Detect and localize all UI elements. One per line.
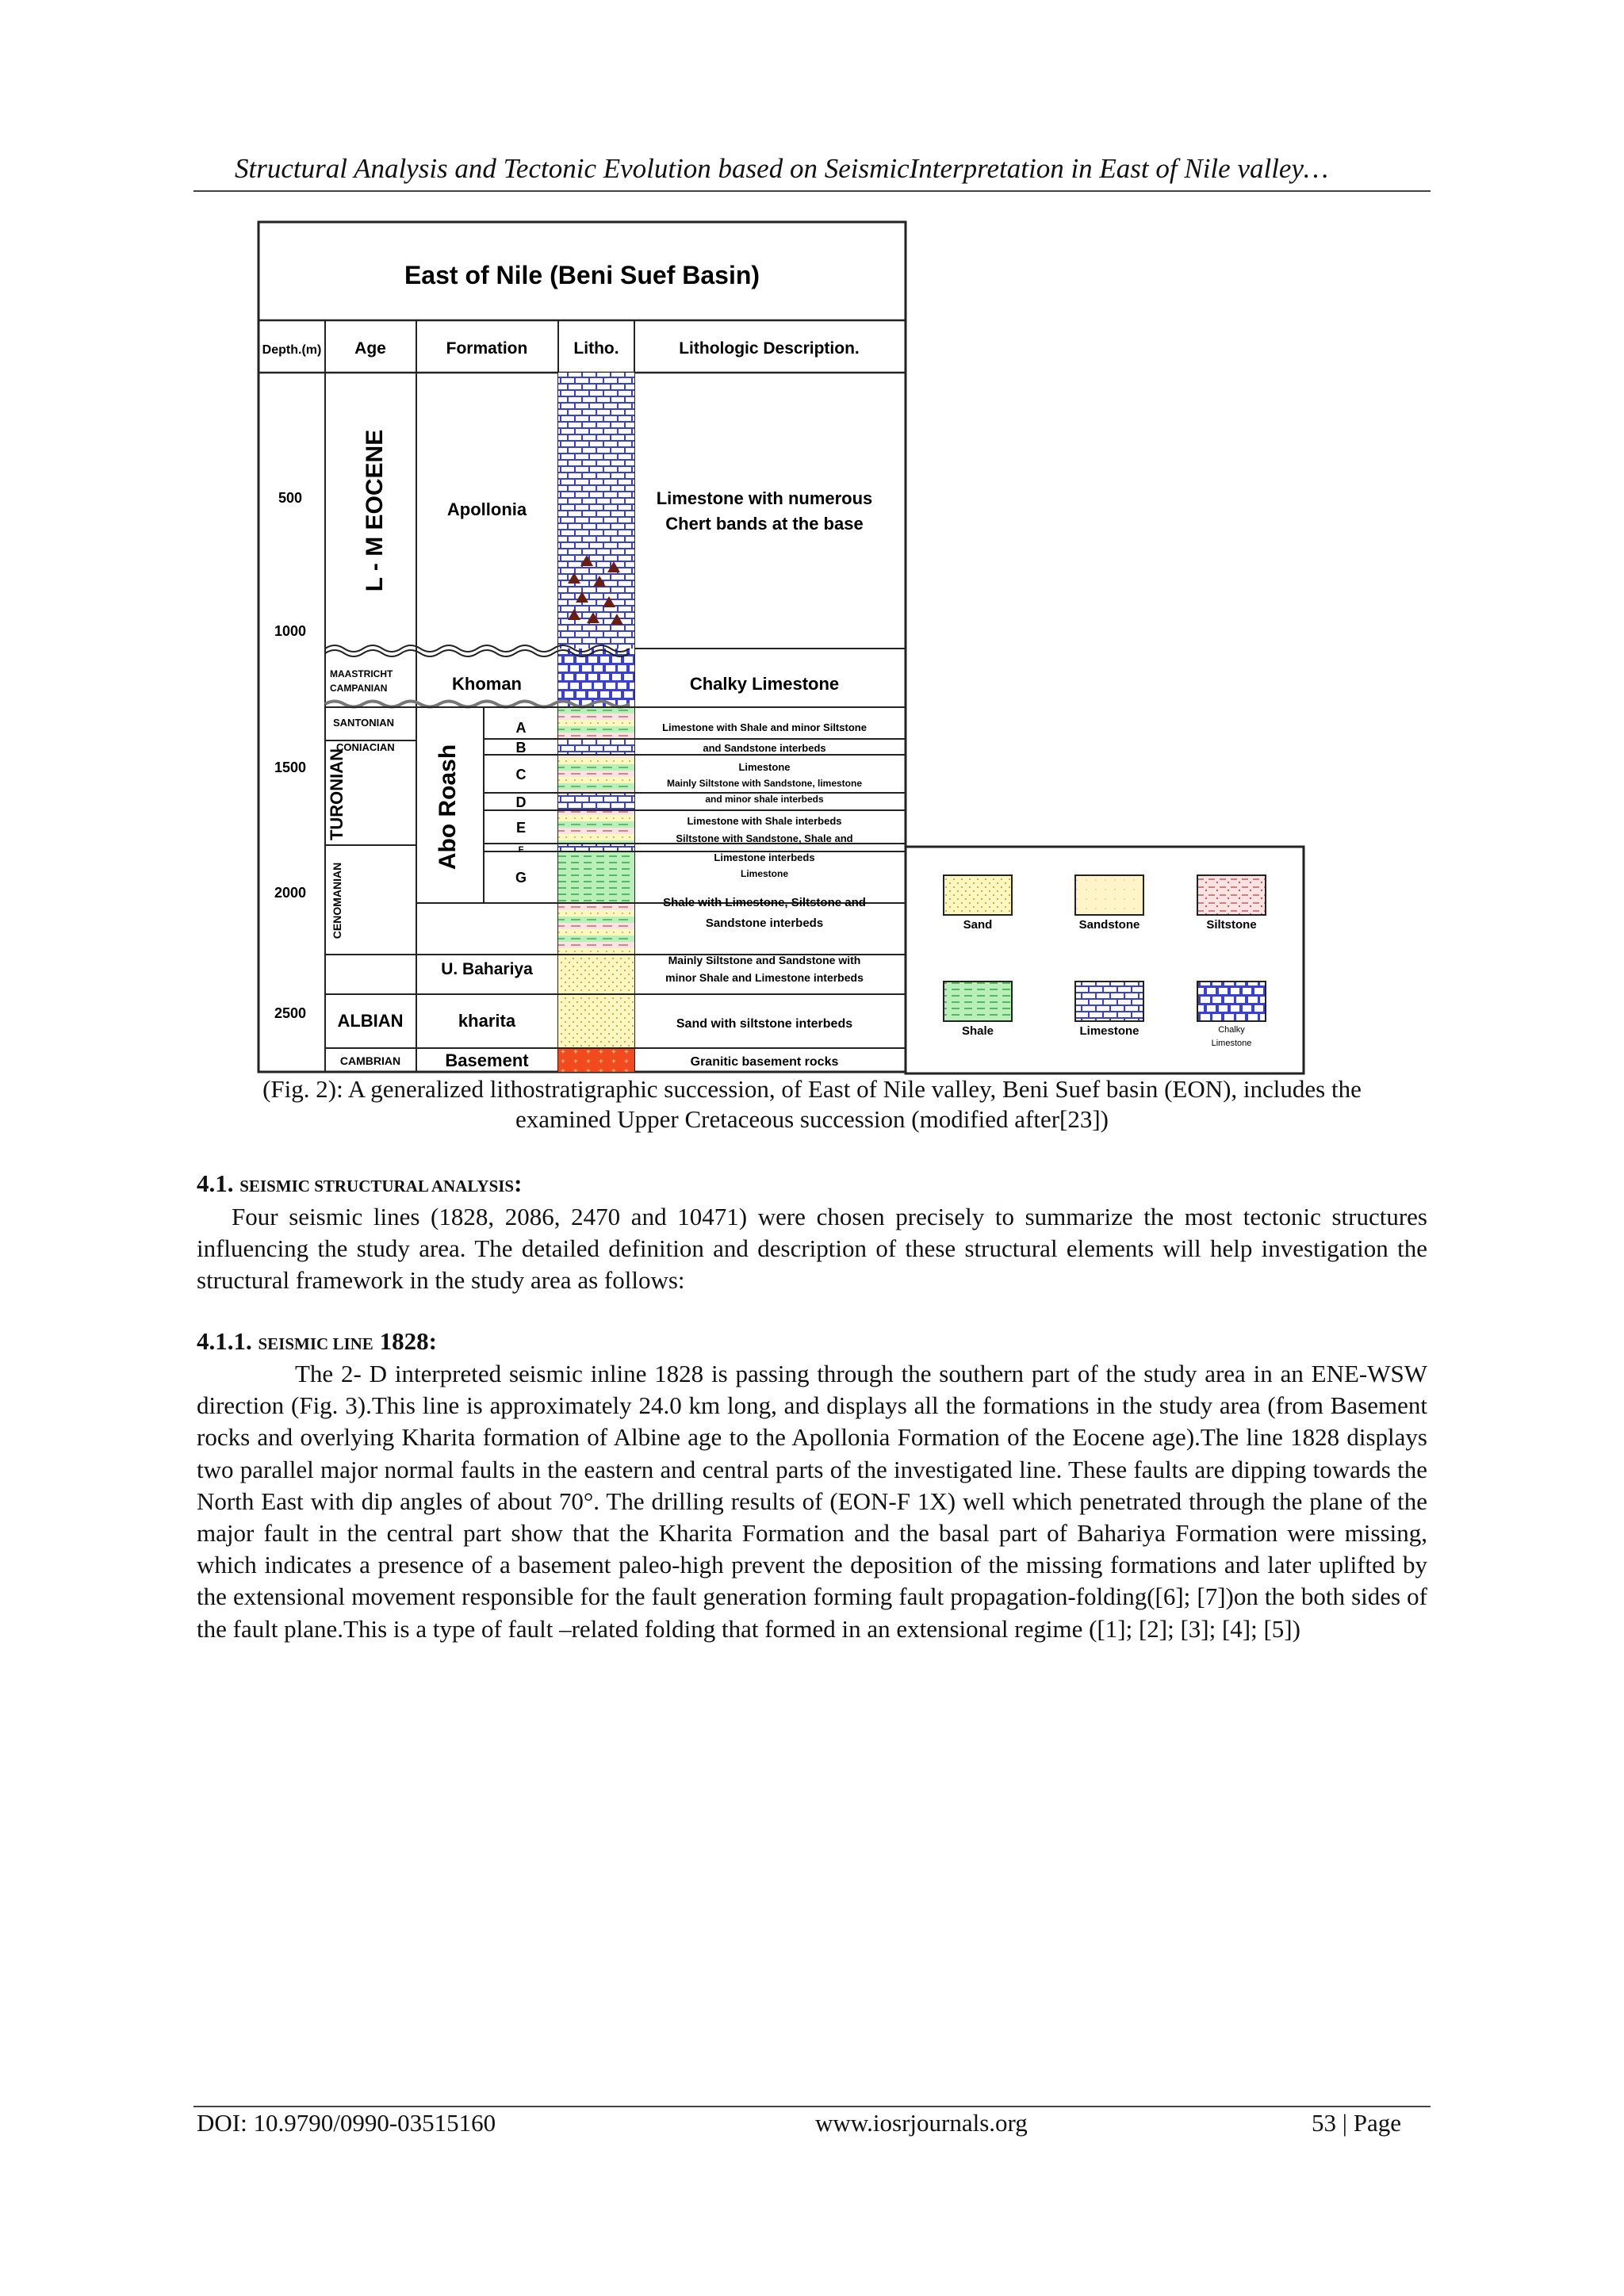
member-e: E (515, 820, 527, 836)
age-cenomanian: CENOMANIAN (331, 862, 343, 939)
depth-tick: 2500 (274, 1005, 307, 1021)
desc-bahariya: Mainly Siltstone and Sandstone with (668, 954, 861, 966)
legend-swatch-sand (944, 875, 1012, 915)
section-number: 4.1.1. (197, 1327, 252, 1355)
section-heading-4-1-1 (197, 1327, 437, 1356)
col-description: Lithologic Description. (679, 339, 860, 358)
desc-member-d: Limestone with Shale interbeds (687, 815, 842, 827)
legend (906, 847, 1304, 1073)
col-depth: Depth.(m) (262, 343, 322, 357)
litho-kharita (558, 955, 634, 994)
section-number: 4.1. (197, 1169, 234, 1197)
desc-khoman: Chalky Limestone (689, 674, 840, 694)
desc-apollonia: Limestone with numerous (656, 488, 873, 508)
member-f: F (518, 845, 524, 855)
formation-basement: Basement (445, 1050, 529, 1070)
formation-khoman: Khoman (452, 674, 522, 694)
section-heading-4-1 (197, 1169, 522, 1198)
formation-kharita: kharita (458, 1011, 516, 1031)
desc-member-g: Shale with Limestone, Siltstone and (663, 896, 866, 909)
header-rule (193, 190, 1431, 192)
member-a: A (515, 720, 527, 736)
age-turonian: TURONIAN (327, 748, 347, 841)
age-campanian: CAMPANIAN (330, 683, 388, 694)
section-4-1-paragraph: Four seismic lines (1828, 2086, 2470 and 10471) were chosen precisely to summarize the most tectonic structures influencing the study area. The detailed definition and description of these structural elements will help investigation the structural framework in the study area as follows: (197, 1203, 1427, 1295)
desc-member-b: Limestone (738, 761, 791, 773)
member-d: D (515, 794, 527, 810)
col-formation: Formation (446, 339, 528, 358)
section-title: SEISMIC STRUCTURAL ANALYSIS (239, 1177, 515, 1196)
formation-abo-roash: Abo Roash (435, 744, 461, 871)
formation-apollonia: Apollonia (446, 499, 527, 519)
legend-label-sandstone: Sandstone (1078, 918, 1140, 932)
formation-u-bahariya: U. Bahariya (441, 960, 533, 978)
desc-member-e: Siltstone with Sandstone, Shale and (676, 832, 853, 844)
running-header: Structural Analysis and Tectonic Evolution based on SeismicInterpretation in East of Nile valley… (235, 153, 1329, 184)
desc-bahariya: minor Shale and Limestone interbeds (665, 971, 864, 984)
member-b: B (515, 740, 527, 756)
legend-label-chalky: Chalky (1218, 1025, 1245, 1035)
desc-kharita: Sand with siltstone interbeds (676, 1017, 853, 1031)
legend-label-chalky: Limestone (1211, 1039, 1252, 1048)
figure-title: East of Nile (Beni Suef Basin) (404, 261, 760, 289)
footer-website[interactable]: www.iosrjournals.org (815, 2109, 1028, 2137)
litho-khoman (558, 649, 634, 707)
depth-tick: 1000 (274, 623, 307, 639)
desc-member-a: Limestone with Shale and minor Siltstone (662, 721, 867, 733)
legend-swatch-shale (944, 982, 1012, 1021)
legend-swatch-siltstone (1197, 875, 1266, 915)
legend-label-shale: Shale (961, 1024, 994, 1038)
desc-basement: Granitic basement rocks (690, 1055, 839, 1069)
section-title: SEISMIC LINE (258, 1334, 373, 1353)
caption-line: examined Upper Cretaceous succession (modified after[23]) (515, 1105, 1109, 1133)
desc-apollonia: Chert bands at the base (665, 514, 864, 534)
legend-swatch-sandstone (1075, 875, 1143, 915)
age-maastricht: MAASTRICHT (330, 668, 393, 679)
lithostratigraphic-figure (254, 219, 1308, 1077)
section-line-number: 1828: (379, 1327, 437, 1355)
desc-member-g: Sandstone interbeds (705, 916, 824, 930)
depth-tick: 2000 (274, 885, 307, 901)
desc-member-c: and minor shale interbeds (705, 794, 824, 805)
caption-line: (Fig. 2): A generalized lithostratigraphic succession, of East of Nile valley, Beni Suef basin (EON), includes the (262, 1075, 1362, 1103)
col-age: Age (354, 339, 386, 358)
age-cambrian: CAMBRIAN (339, 1054, 401, 1067)
footer-rule (193, 2106, 1431, 2107)
age-coniacian: CONIACIAN (336, 741, 395, 753)
age-albian: ALBIAN (337, 1011, 404, 1031)
legend-swatch-limestone (1075, 982, 1143, 1021)
desc-member-c: Mainly Siltstone with Sandstone, limestone (666, 778, 863, 789)
desc-member-f: Limestone (740, 868, 789, 879)
age-santonian: SANTONIAN (333, 717, 395, 729)
desc-member-a: and Sandstone interbeds (703, 742, 826, 754)
col-litho: Litho. (573, 339, 619, 358)
section-4-1-1-paragraph: The 2- D interpreted seismic inline 1828 is passing through the southern part of the study area in an ENE-WSW direction (Fig. 3).This line is approximately 24.0 km long, and displays all the formations in the study area (from Basement rocks and overlying Kharita formation of Albine age to the Apollonia Formation of the Eocene age).The line 1828 displays two parallel major normal faults in the eastern and central parts of the investigated line. These faults are dipping towards the North East with dip angles of about 70°. The drilling results of (EON-F 1X) well which penetrated through the plane of the major fault in the central part show that the Kharita Formation and the basal part of Bahariya Formation were missing, which indicates a presence of a basement paleo-high prevent the deposition of the missing formations and later uplifted by the extensional movement responsible for the fault generation forming fault propagation-folding([6]; [7])on the both sides of the fault plane.This is a type of fault –related folding that formed in an extensional regime ([1]; [2]; [3]; [4]; [5]) (197, 1360, 1427, 1643)
member-c: C (515, 767, 527, 783)
legend-label-siltstone: Siltstone (1206, 918, 1257, 932)
legend-swatch-chalky-limestone (1197, 982, 1266, 1021)
depth-tick: 500 (278, 490, 303, 506)
litho-column (558, 373, 634, 1072)
section-colon: : (514, 1169, 523, 1197)
footer-doi: DOI: 10.9790/0990-03515160 (197, 2109, 496, 2137)
age-eocene: L - M EOCENE (362, 429, 388, 592)
desc-member-e: Limestone interbeds (714, 851, 815, 863)
footer-page-number: 53 | Page (1312, 2109, 1401, 2137)
litho-basement (558, 1048, 634, 1072)
legend-label-sand: Sand (963, 918, 993, 932)
figure-caption (193, 1074, 1431, 1135)
legend-label-limestone: Limestone (1079, 1024, 1139, 1038)
depth-tick: 1500 (274, 760, 307, 775)
member-g: G (515, 870, 527, 886)
